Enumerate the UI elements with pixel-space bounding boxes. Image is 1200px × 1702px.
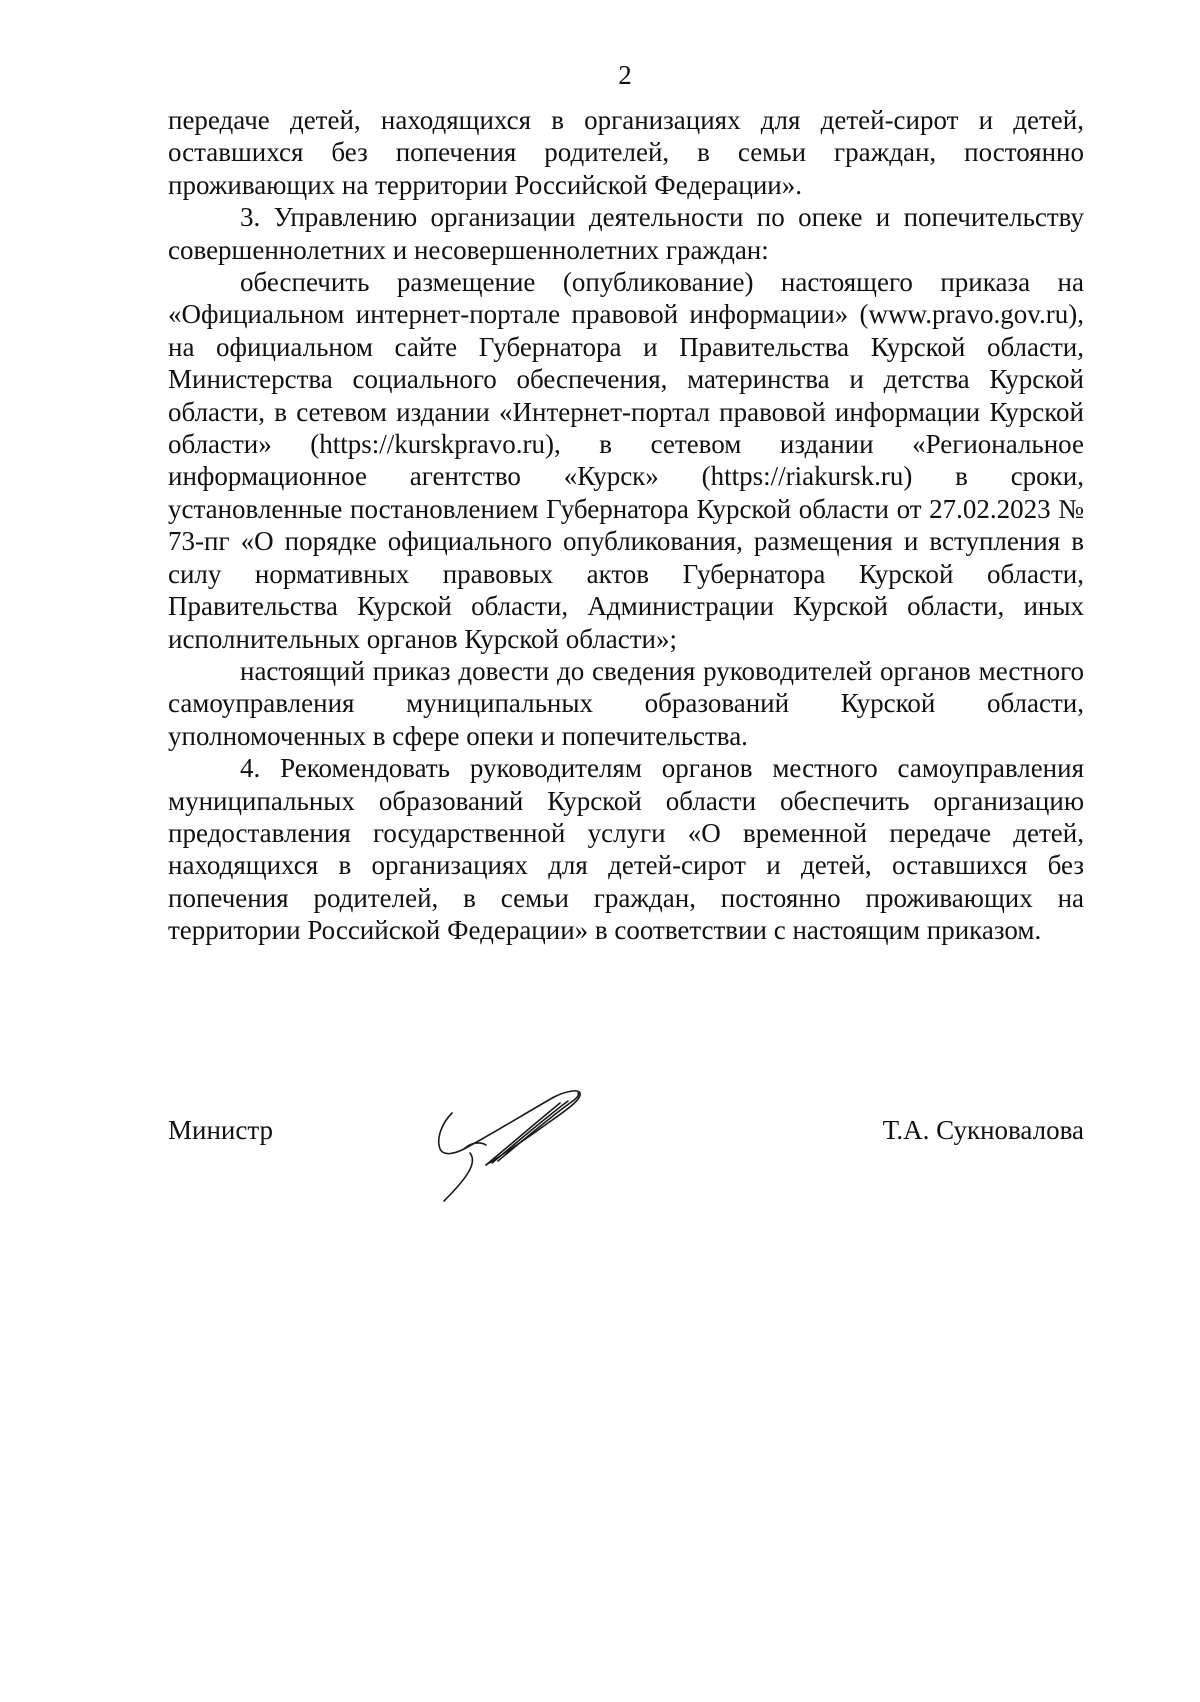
paragraph-item-4: 4. Рекомендовать руководителям органов местного самоуправления муниципальных образований Курской области обеспечить организацию предоставления государственной услуги «О временной передаче детей, находящихся в организациях для детей-сирот и детей, оставшихся без попечения родителей, в семьи граждан, постоянно проживающих на территории Российской Федерации» в соответствии с настоящим приказом. xyxy=(168,753,1084,946)
paragraph-item-3: 3. Управлению организации деятельности по опеке и попечительству совершеннолетних и несовершеннолетних граждан: xyxy=(168,202,1084,265)
document-body xyxy=(168,104,1084,947)
paragraph-continuation: передаче детей, находящихся в организациях для детей-сирот и детей, оставшихся без попечения родителей, в семьи граждан, постоянно проживающих на территории Российской Федерации». xyxy=(168,105,1084,200)
paragraph-notification: настоящий приказ довести до сведения руководителей органов местного самоуправления муниципальных образований Курской области, уполномоченных в сфере опеки и попечительства. xyxy=(168,655,1084,751)
signatory-name: Т.А. Сукновалова xyxy=(882,1115,1084,1145)
page-number: 2 xyxy=(618,60,632,90)
signatory-title: Министр xyxy=(168,1115,273,1145)
signature-block xyxy=(168,1095,1084,1235)
handwritten-signature-icon xyxy=(430,1083,610,1208)
paragraph-publication: обеспечить размещение (опубликование) настоящего приказа на «Официальном интернет-портале правовой информации» (www.pravo.gov.ru), на официальном сайте Губернатора и Правительства Курской области, Министерства социального обеспечения, материнства и детства Курской области, в сетевом издании «Интернет-портал правовой информации Курской области» (https://kurskpravo.ru), в сетевом издании «Региональное информационное агентство «Курск» (https://riakursk.ru) в сроки, установленные постановлением Губернатора Курской области от 27.02.2023 № 73-пг «О порядке официального опубликования, размещения и вступления в силу нормативных правовых актов Губернатора Курской области, Правительства Курской области, Администрации Курской области, иных исполнительных органов Курской области»; xyxy=(168,267,1084,654)
